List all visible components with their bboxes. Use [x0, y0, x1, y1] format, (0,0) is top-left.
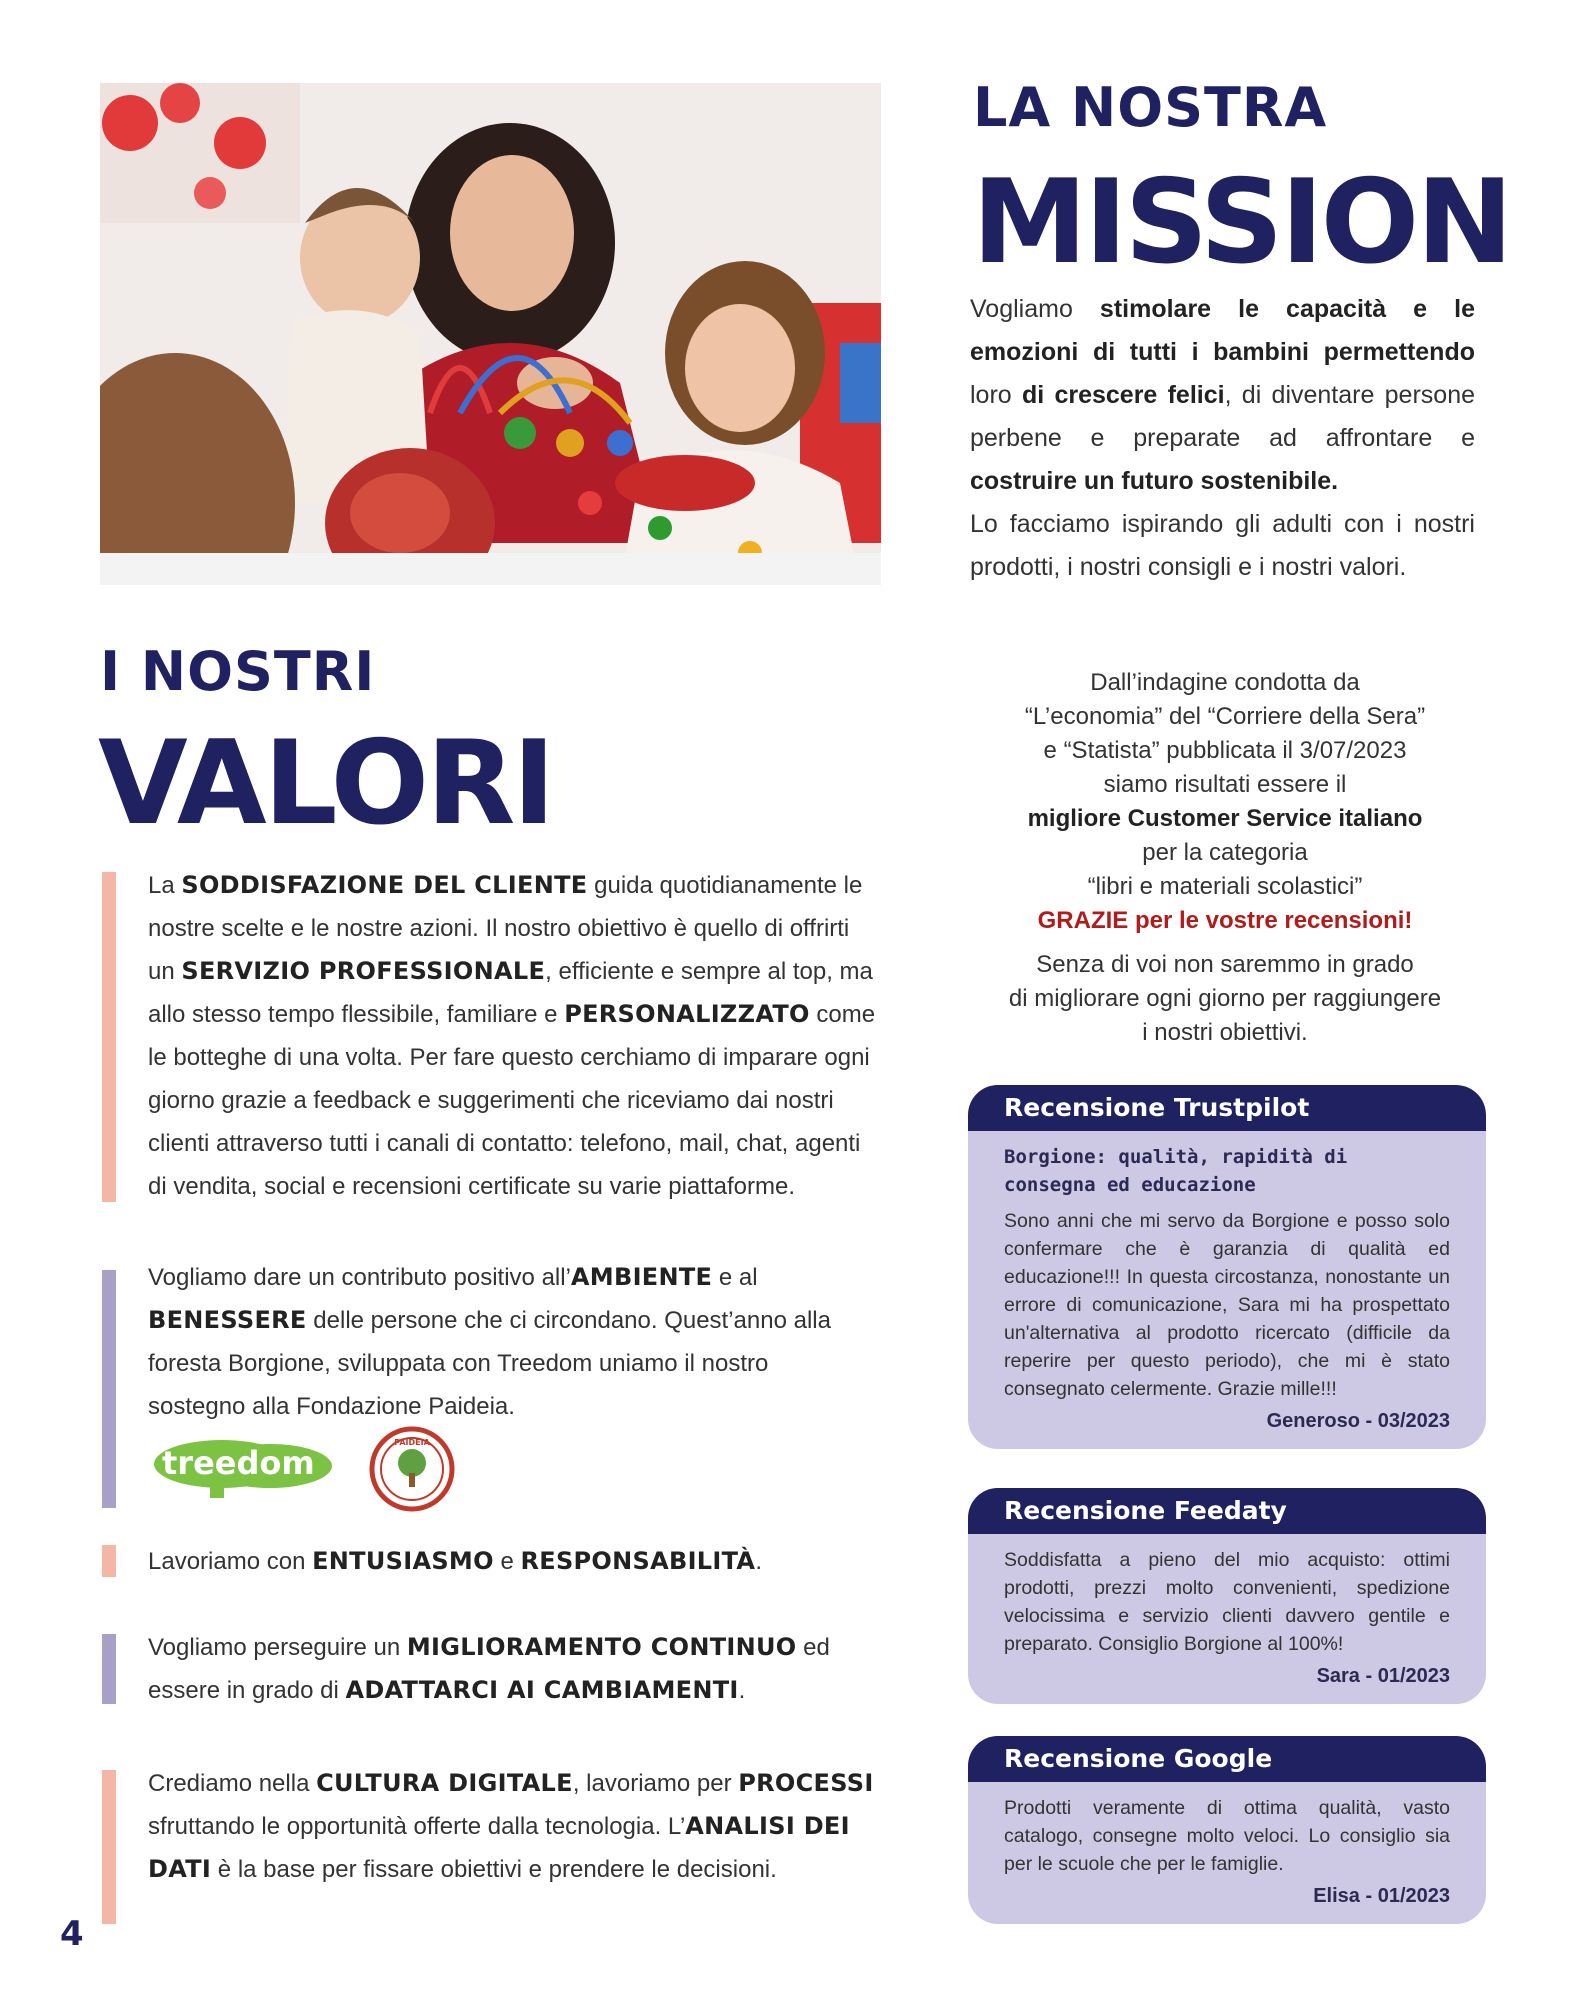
review-text: Soddisfatta a pieno del mio acquisto: ottimi prodotti, prezzi molto convenienti, spedizione velocissima e servizio clienti davvero gentile e preparato. Consiglio Borgione al 100%!	[1004, 1549, 1450, 1655]
mission-text-bold: costruire un futuro sostenibile.	[970, 467, 1339, 495]
value-bar	[102, 1545, 116, 1577]
value-bar	[102, 872, 116, 1202]
value-digital	[148, 1762, 888, 1891]
value-bar	[102, 1270, 116, 1508]
survey-line: di migliorare ogni giorno per raggiungere	[1008, 985, 1442, 1012]
mission-text-bold: di crescere felici	[1021, 381, 1225, 409]
value-text: è la base per fissare obiettivi e prendere le decisioni.	[211, 1856, 777, 1883]
survey-thanks: GRAZIE per le vostre recensioni!	[1037, 907, 1413, 934]
value-keyword: ENTUSIASMO	[312, 1547, 494, 1575]
survey-line: i nostri obiettivi.	[1142, 1019, 1308, 1046]
value-keyword: AMBIENTE	[570, 1263, 713, 1291]
mission-heading: MISSION	[972, 155, 1511, 290]
review-source: Recensione Google	[968, 1736, 1486, 1782]
value-text: .	[755, 1548, 762, 1575]
mission-text-part: , di diventare persone perbene e preparate ad affrontare e	[970, 381, 1476, 452]
survey-line: “L’economia” del “Corriere della Sera”	[1024, 703, 1426, 730]
paideia-logo-text: PAIDEIA	[394, 1438, 430, 1447]
value-enthusiasm	[148, 1540, 878, 1583]
mission-text-part: Vogliamo	[970, 295, 1100, 323]
review-card-trustpilot	[968, 1085, 1486, 1449]
mission-text	[970, 288, 1475, 589]
review-author: Generoso - 03/2023	[1266, 1410, 1450, 1432]
survey-line: “libri e materiali scolastici”	[1087, 873, 1363, 900]
review-text: Sono anni che mi servo da Borgione e posso solo confermare che è garanzia di qualità ed educazione!!! In questa circostanza, nonostante un errore di comunicazione, Sara mi ha prospettato un'alternativa al prodotto ricercato (difficile da reperire per questo periodo), che mi è stato consegnato celermente. Grazie mille!!!	[1004, 1210, 1450, 1400]
value-keyword: CULTURA DIGITALE	[316, 1769, 573, 1797]
page-number: 4	[60, 1914, 84, 1954]
mission-heading-small: LA NOSTRA	[973, 76, 1328, 139]
mission-text-second: Lo facciamo ispirando gli adulti con i nostri prodotti, i nostri consigli e i nostri valori.	[970, 510, 1475, 581]
review-source: Recensione Trustpilot	[968, 1085, 1486, 1131]
treedom-logo	[152, 1430, 342, 1500]
paideia-logo	[368, 1425, 456, 1513]
valori-heading: VALORI	[98, 716, 553, 851]
mission-text-part: loro	[970, 381, 1022, 409]
value-text: ed essere in grado di	[148, 1634, 830, 1704]
value-text: La	[148, 872, 182, 899]
value-text: Crediamo nella	[148, 1770, 317, 1797]
value-bar	[102, 1770, 116, 1924]
value-keyword: SERVIZIO PROFESSIONALE	[181, 957, 546, 985]
value-keyword: RESPONSABILITÀ	[520, 1547, 756, 1575]
survey-note	[975, 666, 1475, 1050]
value-text: e al	[712, 1264, 758, 1291]
review-author: Elisa - 01/2023	[1313, 1885, 1450, 1907]
value-text: .	[738, 1677, 746, 1704]
value-keyword: SODDISFAZIONE DEL CLIENTE	[181, 871, 588, 899]
value-keyword: ANALISI DEI DATI	[148, 1812, 850, 1883]
value-text: sfruttando le opportunità offerte dalla tecnologia. L’	[148, 1813, 686, 1840]
value-keyword: MIGLIORAMENTO CONTINUO	[406, 1633, 797, 1661]
value-text: Vogliamo dare un contributo positivo all’	[148, 1264, 571, 1291]
survey-line: per la categoria	[1142, 839, 1308, 866]
review-title: Borgione: qualità, rapidità di consegna ed educazione	[1004, 1146, 1348, 1196]
review-author: Sara - 01/2023	[1316, 1665, 1450, 1687]
hero-photo	[100, 83, 881, 585]
treedom-logo-text: treedom	[162, 1444, 315, 1482]
review-text: Prodotti veramente di ottima qualità, vasto catalogo, consegne molto veloci. Lo consiglio sia per le scuole che per le famiglie.	[1004, 1797, 1450, 1875]
value-customer	[148, 864, 878, 1208]
value-environment	[148, 1256, 848, 1428]
review-card-feedaty	[968, 1488, 1486, 1704]
value-text: e	[493, 1548, 521, 1575]
survey-line: e “Statista” pubblicata il 3/07/2023	[1043, 737, 1407, 764]
value-text: , lavoriamo per	[572, 1770, 739, 1797]
value-text: guida quotidianamente le nostre scelte e le nostre azioni. Il nostro obiettivo è quello di offrirti un	[148, 872, 863, 985]
value-text: delle persone che ci circondano. Quest’anno alla foresta Borgione, sviluppata con Treedom uniamo il nostro sostegno alla Fondazione Paideia.	[148, 1307, 831, 1420]
value-keyword: ADATTARCI AI CAMBIAMENTI	[345, 1676, 739, 1704]
value-bar	[102, 1634, 116, 1704]
value-text: , efficiente e sempre al top, ma allo stesso tempo flessibile, familiare e	[148, 958, 873, 1028]
value-keyword: PERSONALIZZATO	[564, 1000, 810, 1028]
value-text: come le botteghe di una volta. Per fare questo cerchiamo di imparare ogni giorno grazie a feedback e suggerimenti che riceviamo dai nostri clienti attraverso tutti i canali di contatto: telefono, mail, chat, agenti di vendita, social e recensioni certificate su varie piattaforme.	[148, 1001, 876, 1200]
value-text: Vogliamo perseguire un	[148, 1634, 407, 1661]
review-source: Recensione Feedaty	[968, 1488, 1486, 1534]
value-keyword: PROCESSI	[738, 1769, 874, 1797]
survey-line: Senza di voi non saremmo in grado	[1036, 951, 1414, 978]
survey-line: siamo risultati essere il	[1103, 771, 1347, 798]
mission-text-bold: stimolare le capacità e le emozioni di tutti i bambini permettendo	[970, 295, 1476, 366]
survey-line: Dall’indagine condotta da	[1090, 669, 1360, 696]
review-card-google	[968, 1736, 1486, 1924]
valori-heading-small: I NOSTRI	[100, 640, 376, 703]
value-improvement	[148, 1626, 868, 1712]
value-text: Lavoriamo con	[148, 1548, 313, 1575]
value-keyword: BENESSERE	[148, 1306, 307, 1334]
survey-highlight: migliore Customer Service italiano	[1027, 805, 1423, 832]
